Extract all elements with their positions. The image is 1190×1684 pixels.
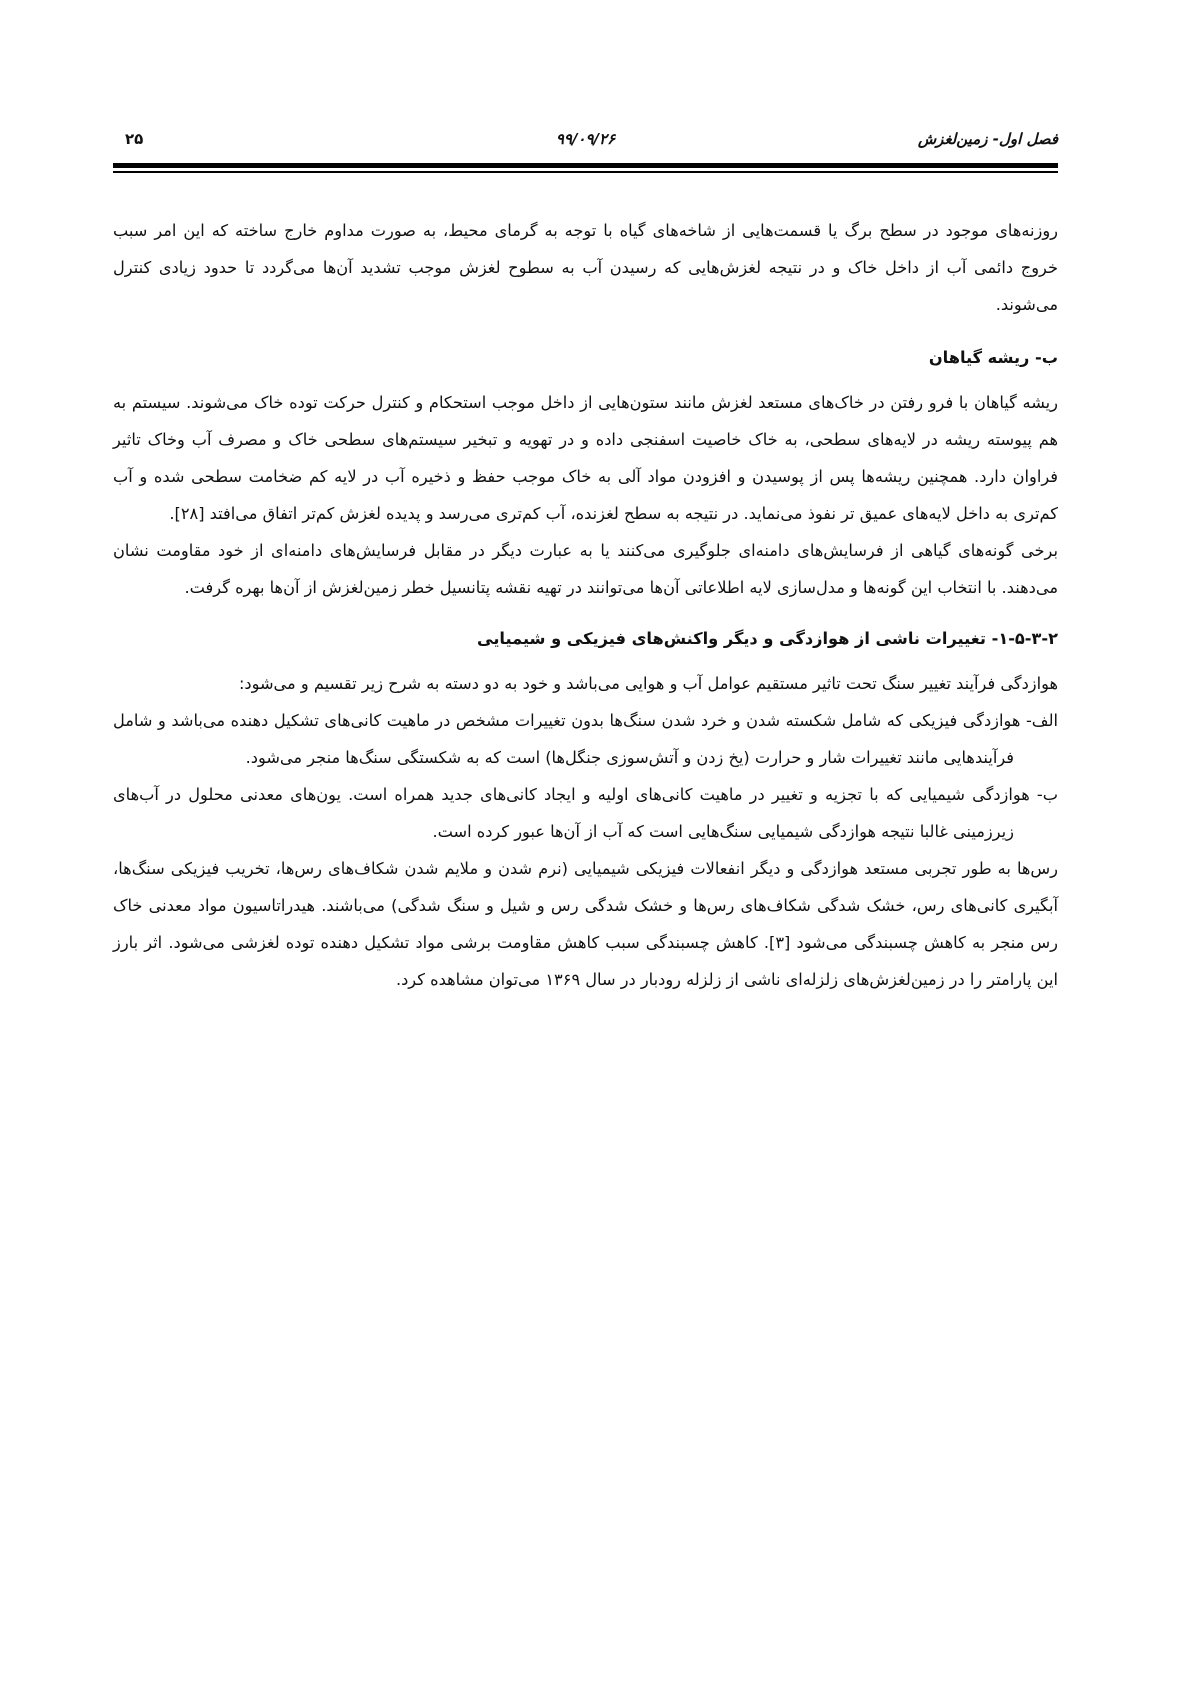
- header-rule-thin: [113, 171, 1058, 173]
- list-item-chemical-weathering: ب- هوازدگی شیمیایی که با تجزیه و تغییر در ماهیت کانی‌های اولیه و ایجاد کانی‌های جدید همراه است. یون‌های معدنی محلول در آب‌های زیرزمینی غالبا نتیجه هوازدگی شیمیایی سنگ‌هایی است که آب از آن‌ها عبور کرده است.: [113, 785, 1058, 841]
- heading-plant-roots: ب- ریشه گیاهان: [928, 348, 1058, 367]
- header-date: ۹۹/۰۹/۲۶: [555, 130, 616, 148]
- paragraph-leaf-pores: روزنه‌های موجود در سطح برگ یا قسمت‌هایی از شاخه‌های گیاه با توجه به گرمای محیط، به صورت مداوم خارج ساخته که این امر سبب خروج دائمی آب از داخل خاک و در نتیجه لغزش‌هایی که رسیدن آب به سطوح لغزش موجب تشدید آن‌ها می‌گردد تا حدود زیادی کنترل می‌شوند.: [113, 221, 1058, 314]
- page-number: ۲۵: [125, 130, 144, 148]
- paragraph-plant-roots: ریشه گیاهان با فرو رفتن در خاک‌های مستعد لغزش مانند ستون‌هایی از داخل موجب استحکام و کنترل حرکت توده خاک می‌شوند. سیستم به هم پیوسته ریشه در لایه‌های سطحی، به خاک خاصیت اسفنجی داده و در تهویه و تبخیر سیستم‌های سطحی خاک و مصرف آب وخاک تاثیر فراوان دارد. همچنین ریشه‌ها پس از پوسیدن و افزودن مواد آلی به خاک موجب حفظ و ذخیره آب در لایه کم ضخامت سطحی شده و آب کم‌تری به داخل لایه‌های عمیق تر نفوذ می‌نماید. در نتیجه به سطح لغزنده، آب کم‌تری می‌رسد و پدیده لغزش کم‌تر اتفاق می‌افتد [۲۸].: [113, 393, 1058, 523]
- paragraph-clays: رس‌ها به طور تجربی مستعد هوازدگی و دیگر انفعالات فیزیکی شیمیایی (نرم شدن و ملایم شدن شکاف‌های رس‌ها، تخریب فیزیکی سنگ‌ها، آبگیری کانی‌های رس، خشک شدگی شکاف‌های رس‌ها و خشک شدگی رس و شیل و سنگ شدگی) می‌باشند. هیدراتاسیون مواد معدنی خاک رس منجر به کاهش چسبندگی می‌شود [۳]. کاهش چسبندگی سبب کاهش مقاومت برشی مواد تشکیل دهنده توده لغزشی می‌شود. اثر بارز این پارامتر را در زمین‌لغزش‌های زلزله‌ای ناشی از زلزله رودبار در سال ۱۳۶۹ می‌توان مشاهده کرد.: [113, 859, 1058, 989]
- paragraph-plant-species: برخی گونه‌های گیاهی از فرسایش‌های دامنه‌ای جلوگیری می‌کنند یا به عبارت دیگر در مقابل فرسایش‌های دامنه‌ای از خود مقاومت نشان می‌دهند. با انتخاب این گونه‌ها و مدل‌سازی لایه اطلاعاتی آن‌ها می‌توانند در تهیه نقشه پتانسیل خطر زمین‌لغزش از آن‌ها بهره گرفت.: [113, 541, 1058, 597]
- chapter-title: فصل اول- زمین‌لغزش: [917, 130, 1058, 148]
- page-header: [113, 128, 1058, 158]
- header-rule-thick: [113, 163, 1058, 168]
- list-item-physical-weathering: الف- هوازدگی فیزیکی که شامل شکسته شدن و خرد شدن سنگ‌ها بدون تغییرات مشخص در ماهیت کانی‌های تشکیل دهنده می‌باشد و شامل فرآیندهایی مانند تغییرات شار و حرارت (یخ زدن و آتش‌سوزی جنگل‌ها) است که به شکستگی سنگ‌ها منجر می‌شود.: [113, 711, 1058, 767]
- document-body: [113, 212, 1058, 998]
- heading-weathering-section: ۱-۵-۳-۲- تغییرات ناشی از هوازدگی و دیگر واکنش‌های فیزیکی و شیمیایی: [476, 629, 1058, 648]
- paragraph-weathering-intro: هوازدگی فرآیند تغییر سنگ تحت تاثیر مستقیم عوامل آب و هوایی می‌باشد و خود به دو دسته به شرح زیر تقسیم و می‌شود:: [238, 674, 1058, 693]
